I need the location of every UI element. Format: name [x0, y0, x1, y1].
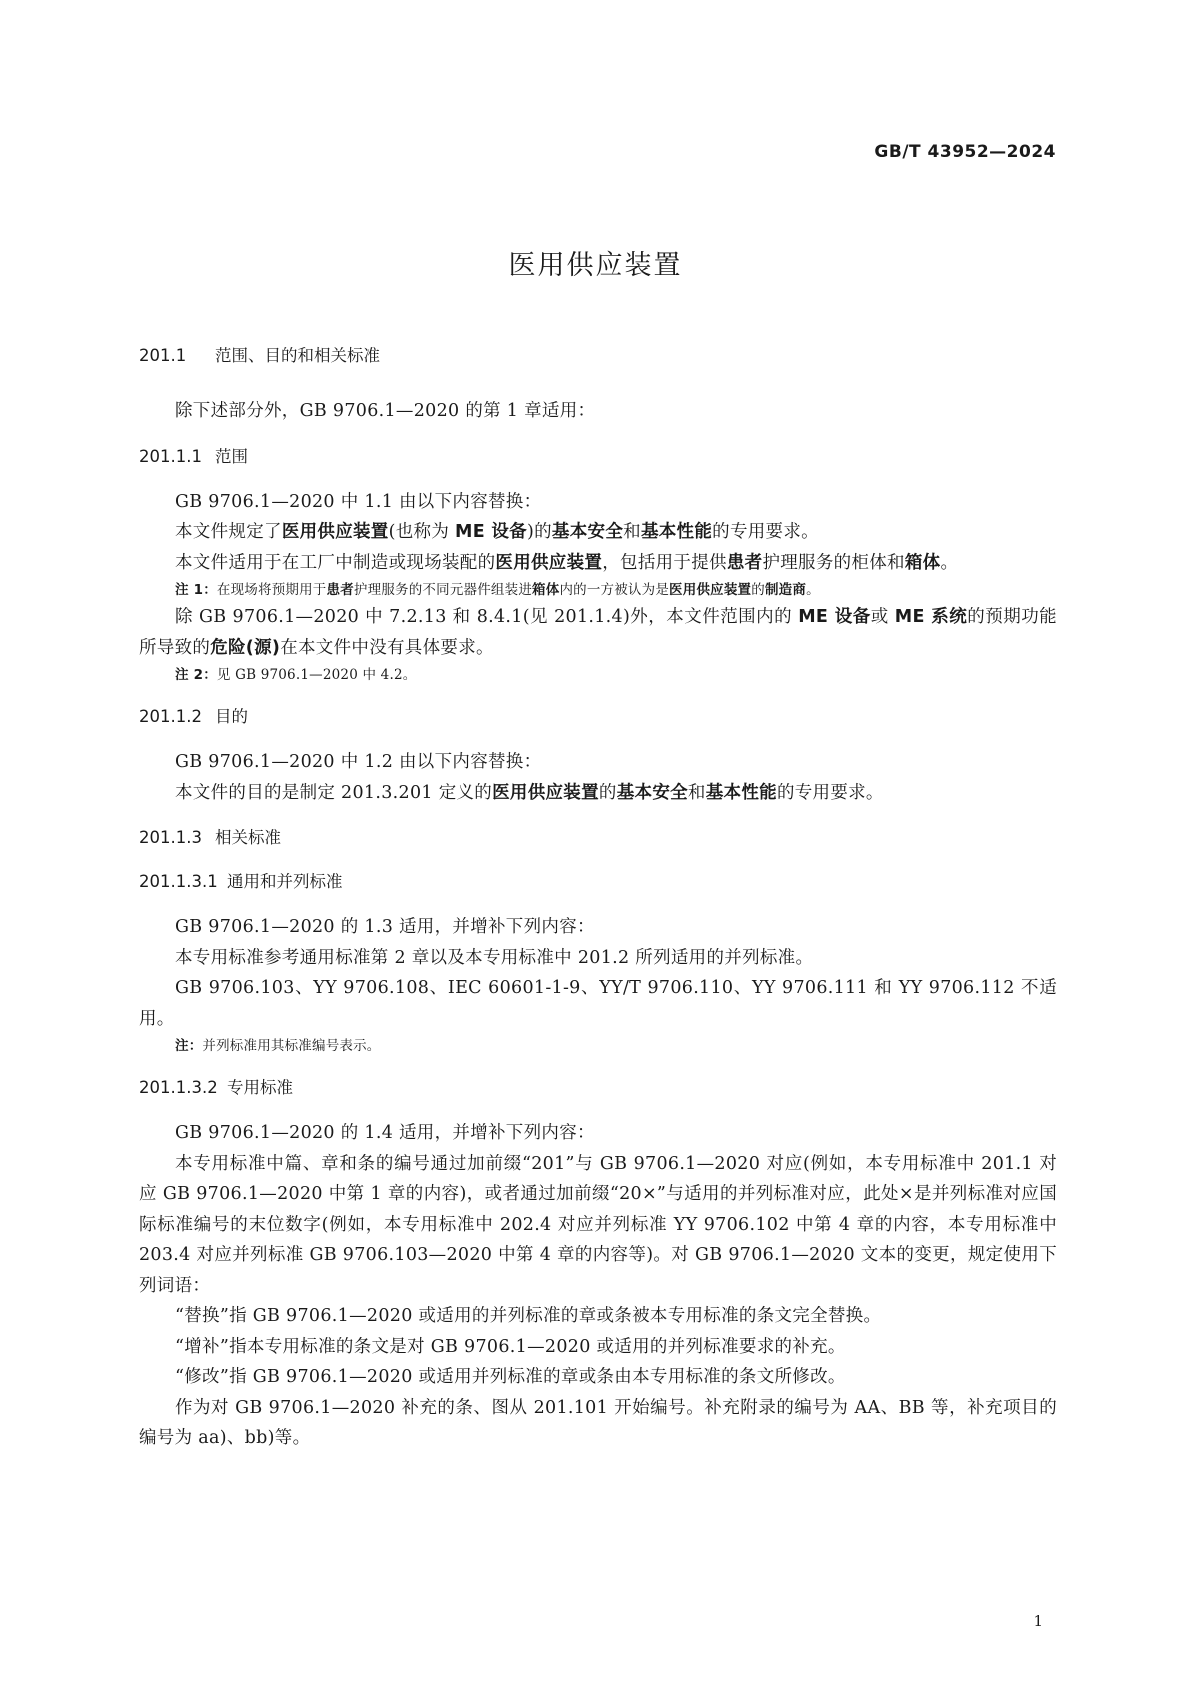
- section-title: 相关标准: [215, 828, 281, 847]
- paragraph: GB 9706.1—2020 中 1.2 由以下内容替换：: [175, 752, 542, 772]
- note-label: 注：: [175, 1038, 203, 1054]
- note-label: 注 1：: [175, 582, 217, 598]
- term: 患者: [326, 582, 354, 598]
- term: ME 设备: [798, 607, 871, 627]
- section-number: 201.1.3: [139, 828, 202, 847]
- term: 患者: [726, 552, 763, 573]
- section-heading-201-1-3-1: [139, 868, 1057, 892]
- term: ME 设备: [455, 522, 527, 542]
- paragraph: “修改”指 GB 9706.1—2020 或适用并列标准的章或条由本专用标准的条文所修改。: [175, 1367, 846, 1387]
- term: 医用供应装置: [492, 782, 599, 803]
- applicability-paragraph: 本文件适用于在工厂中制造或现场装配的医用供应装置，包括用于提供患者护理服务的柜体和箱体。: [175, 552, 959, 573]
- term: 制造商: [764, 582, 807, 598]
- paragraph: GB 9706.103、YY 9706.108、IEC 60601-1-9、YY/T 9706.110、YY 9706.111 和 YY 9706.112 不适用。: [139, 978, 1057, 1029]
- standard-code: GB/T 43952—2024: [874, 142, 1056, 162]
- section-title: 专用标准: [227, 1078, 293, 1097]
- term: 基本安全: [551, 522, 624, 542]
- note: 注：并列标准用其标准编号表示。: [175, 1038, 381, 1054]
- paragraph: “替换”指 GB 9706.1—2020 或适用的并列标准的章或条被本专用标准的条文完全替换。: [175, 1306, 882, 1326]
- term: 医用供应装置: [495, 552, 603, 573]
- paragraph: GB 9706.1—2020 的 1.3 适用，并增补下列内容：: [175, 917, 595, 937]
- section-number: 201.1.3.2: [139, 1078, 218, 1097]
- term: ME 系统: [894, 607, 968, 627]
- section-heading-201-1-2: [139, 703, 1057, 727]
- paragraph: 本专用标准参考通用标准第 2 章以及本专用标准中 201.2 所列适用的并列标准。: [175, 947, 814, 968]
- section-number: 201.1.1: [139, 446, 202, 466]
- term: 箱体: [904, 552, 941, 573]
- section-number: 201.1.3.1: [139, 872, 218, 891]
- section-title: 范围: [215, 446, 248, 466]
- note-2: 注 2：见 GB 9706.1—2020 中 4.2。: [175, 667, 417, 683]
- section-title: 目的: [215, 707, 248, 726]
- document-title: 医用供应装置: [508, 250, 683, 281]
- term: 基本性能: [705, 782, 777, 803]
- section-heading-201-1-3-2: [139, 1074, 1057, 1098]
- term: 危险(源): [210, 637, 281, 658]
- page-number: 1: [1033, 1612, 1043, 1630]
- paragraph: “增补”指本专用标准的条文是对 GB 9706.1—2020 或适用的并列标准要求的补充。: [175, 1336, 846, 1357]
- section-heading-201-1-3: [139, 824, 1057, 848]
- scope-paragraph: 本文件规定了医用供应装置(也称为 ME 设备)的基本安全和基本性能的专用要求。: [175, 522, 819, 542]
- paragraph: 作为对 GB 9706.1—2020 补充的条、图从 201.101 开始编号。补充附录的编号为 AA、BB 等，补充项目的编号为 aa)、bb)等。: [139, 1397, 1057, 1448]
- paragraph: GB 9706.1—2020 中 1.1 由以下内容替换：: [175, 491, 542, 512]
- section-number: 201.1: [139, 346, 187, 365]
- section-number: 201.1.2: [139, 707, 202, 726]
- note-label: 注 2：: [175, 667, 217, 683]
- term: 医用供应装置: [281, 522, 389, 542]
- term: 基本性能: [640, 522, 713, 542]
- hazard-paragraph: 除 GB 9706.1—2020 中 7.2.13 和 8.4.1(见 201.1.4)外，本文件范围内的 ME 设备或 ME 系统的预期功能所导致的危险(源)在本文件中没有具体要求。: [139, 607, 1057, 658]
- note-1: 注 1：在现场将预期用于患者护理服务的不同元器件组装进箱体内的一方被认为是医用供应装置的制造商。: [175, 582, 820, 598]
- section-heading-201-1: [139, 342, 1057, 366]
- section-title: 范围、目的和相关标准: [215, 346, 380, 365]
- paragraph: 本专用标准中篇、章和条的编号通过加前缀“201”与 GB 9706.1—2020 对应(例如，本专用标准中 201.1 对应 GB 9706.1—2020 中第 1 章的内容)，或者通过加前缀“20×”与适用的并列标准对应，此处×是并列标准对应国际标准编号的末位数字(例如，本专用标准中 202.4 对应并列标准 YY 9706.102 中第 4 章的内容，本专用标准中 203.4 对应并列标准 GB 9706.103—2020 中第 4 章的内容等)。对 GB 9706.1—2020 文本的变更，规定使用下列词语：: [139, 1153, 1057, 1296]
- term: 医用供应装置: [669, 582, 752, 598]
- paragraph: 除下述部分外，GB 9706.1—2020 的第 1 章适用：: [175, 401, 596, 421]
- term: 箱体: [532, 582, 560, 598]
- term: 基本安全: [616, 782, 688, 803]
- purpose-paragraph: 本文件的目的是制定 201.3.201 定义的医用供应装置的基本安全和基本性能的专用要求。: [175, 782, 884, 803]
- section-heading-201-1-1: [139, 443, 1057, 467]
- document-body: [139, 342, 1057, 1454]
- paragraph: GB 9706.1—2020 的 1.4 适用，并增补下列内容：: [175, 1123, 595, 1143]
- section-title: 通用和并列标准: [227, 872, 343, 891]
